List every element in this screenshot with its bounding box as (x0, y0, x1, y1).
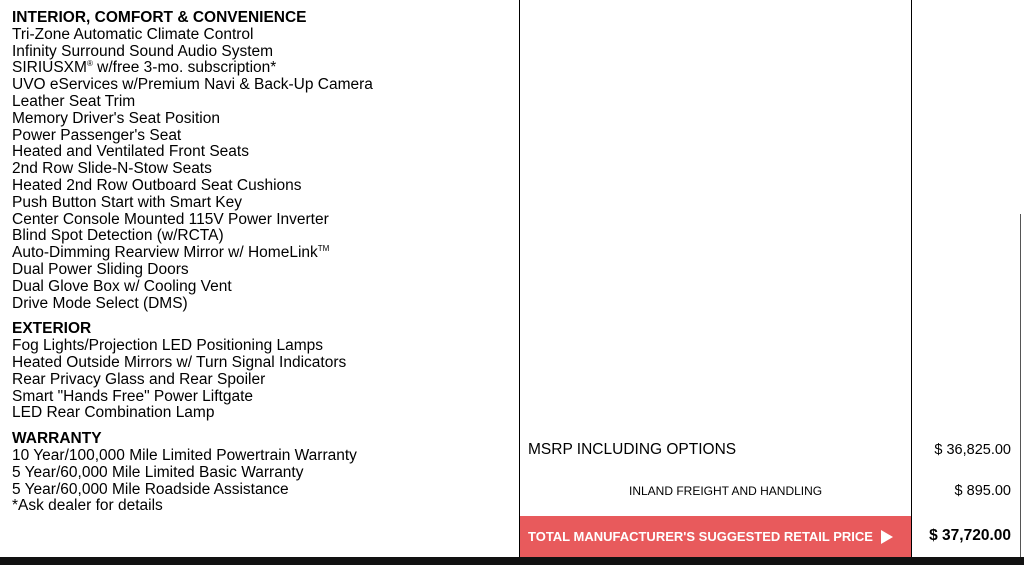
feature-item: Dual Power Sliding Doors (12, 260, 189, 278)
total-price-bar (520, 516, 911, 557)
warranty-item: 5 Year/60,000 Mile Roadside Assistance (12, 480, 289, 498)
feature-item: Power Passenger's Seat (12, 126, 182, 144)
column-divider (519, 0, 520, 565)
total-price-value: $ 37,720.00 (929, 527, 1011, 544)
feature-item: Leather Seat Trim (12, 92, 136, 110)
section-title-interior: INTERIOR, COMFORT & CONVENIENCE (12, 9, 307, 26)
freight-value: $ 895.00 (954, 483, 1011, 499)
column-divider (911, 0, 912, 565)
feature-item: Center Console Mounted 115V Power Inverter (12, 210, 329, 228)
siriusxm-detail: w/free 3-mo. subscription* (92, 59, 277, 77)
feature-item: Heated 2nd Row Outboard Seat Cushions (12, 176, 302, 194)
feature-item: Heated Outside Mirrors w/ Turn Signal Indicators (12, 353, 347, 371)
feature-item: Blind Spot Detection (w/RCTA) (12, 227, 224, 245)
warranty-footnote: *Ask dealer for details (12, 497, 163, 515)
freight-label: INLAND FREIGHT AND HANDLING (629, 484, 823, 498)
feature-item: Drive Mode Select (DMS) (12, 294, 188, 312)
feature-item: 2nd Row Slide-N-Stow Seats (12, 160, 212, 178)
trademark-mark: TM (317, 244, 330, 254)
bottom-border (0, 557, 1024, 565)
feature-item: LED Rear Combination Lamp (12, 404, 215, 422)
feature-item: Fog Lights/Projection LED Positioning Lamps (12, 337, 324, 355)
registered-mark: ® (86, 59, 93, 69)
column-divider (1020, 214, 1021, 565)
feature-item: Smart "Hands Free" Power Liftgate (12, 387, 254, 405)
feature-item: UVO eServices w/Premium Navi & Back-Up Camera (12, 76, 373, 94)
warranty-item: 5 Year/60,000 Mile Limited Basic Warranty (12, 463, 304, 481)
section-title-warranty: WARRANTY (12, 430, 102, 448)
features-column (12, 10, 517, 515)
section-title-exterior: EXTERIOR (12, 320, 92, 338)
feature-item: Memory Driver's Seat Position (12, 109, 220, 127)
total-price-label: TOTAL MANUFACTURER'S SUGGESTED RETAIL PRICE (528, 529, 873, 544)
msrp-value: $ 36,825.00 (934, 442, 1011, 458)
feature-item: Push Button Start with Smart Key (12, 193, 243, 211)
feature-item: Rear Privacy Glass and Rear Spoiler (12, 370, 266, 388)
feature-item: Dual Glove Box w/ Cooling Vent (12, 277, 232, 295)
msrp-label: MSRP INCLUDING OPTIONS (528, 441, 737, 458)
feature-item: Tri-Zone Automatic Climate Control (12, 25, 254, 43)
warranty-section (12, 431, 517, 515)
feature-item: Heated and Ventilated Front Seats (12, 143, 249, 161)
feature-item-mirror (12, 245, 517, 262)
feature-item-siriusxm (12, 60, 517, 77)
exterior-section (12, 321, 517, 422)
warranty-item: 10 Year/100,000 Mile Limited Powertrain Warranty (12, 446, 357, 464)
interior-section (12, 10, 517, 312)
siriusxm-brand: SIRIUSXM (12, 59, 87, 77)
feature-item: Infinity Surround Sound Audio System (12, 42, 274, 60)
mirror-text: Auto-Dimming Rearview Mirror w/ HomeLink (12, 244, 318, 262)
arrow-right-icon (881, 530, 893, 544)
